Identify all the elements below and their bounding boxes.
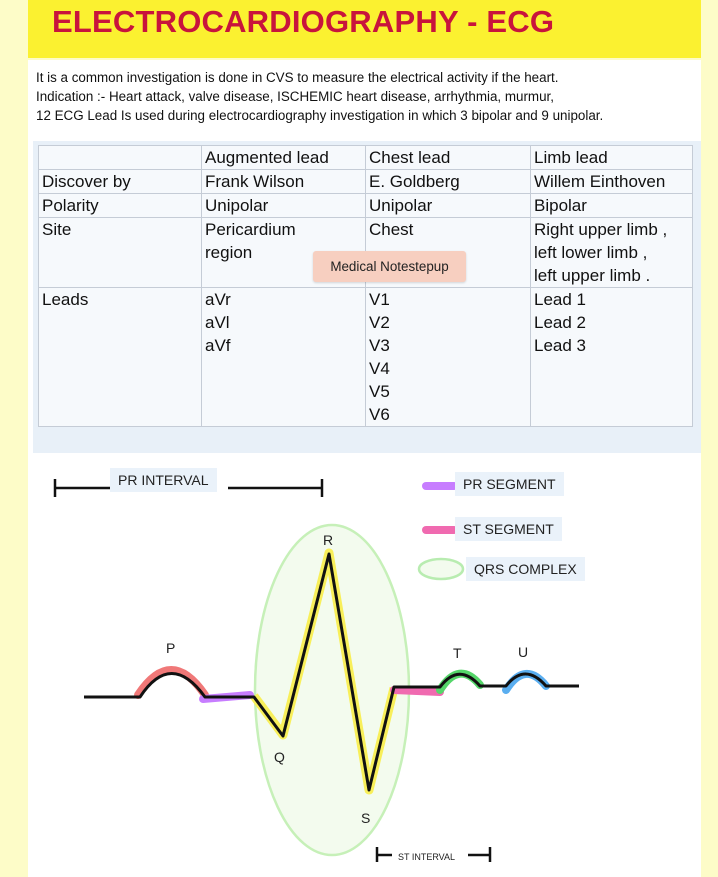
legend-st-segment-label: ST SEGMENT <box>455 517 562 541</box>
u-wave-label: U <box>518 644 529 660</box>
row-label: Site <box>39 218 202 288</box>
row-label: Leads <box>39 288 202 427</box>
row-label: Discover by <box>39 170 202 194</box>
cell-line: Right upper limb , <box>534 220 668 239</box>
cell-line: Chest <box>369 220 414 239</box>
s-wave-label: S <box>361 810 371 826</box>
cell-line: E. Goldberg <box>369 172 460 191</box>
intro-line: 12 ECG Lead Is used during electrocardiography investigation in which 3 bipolar and 9 unipolar. <box>36 108 604 123</box>
t-wave-label: T <box>453 645 462 661</box>
cell-line: V3 <box>369 336 390 355</box>
qrs-complex-swatch <box>419 559 463 579</box>
st-segment-highlight <box>394 690 440 692</box>
cell-line: V6 <box>369 405 390 424</box>
header-cell-augmented: Augmented lead <box>202 146 366 170</box>
legend-qrs-complex-label: QRS COMPLEX <box>466 557 585 581</box>
q-wave-label: Q <box>274 749 285 765</box>
cell-line: Lead 1 <box>534 290 586 309</box>
cell-line: aVf <box>205 336 231 355</box>
cell-line: left upper limb . <box>534 266 651 285</box>
cell-line: Lead 3 <box>534 336 586 355</box>
cell-line: aVr <box>205 290 231 309</box>
watermark-badge: Medical Notestepup <box>313 251 466 282</box>
cell-line: Willem Einthoven <box>534 172 666 191</box>
cell-line: left lower limb , <box>534 243 648 262</box>
cell-line: Bipolar <box>534 196 587 215</box>
cell-line: region <box>205 243 253 262</box>
row-label: Polarity <box>39 194 202 218</box>
header-cell-limb: Limb lead <box>531 146 693 170</box>
p-wave-label: P <box>166 640 176 656</box>
cell-line: V4 <box>369 359 390 378</box>
st-interval-label: ST INTERVAL <box>398 852 456 862</box>
header-cell-chest: Chest lead <box>366 146 531 170</box>
intro-line: Indication :- Heart attack, valve disease, ISCHEMIC heart disease, arrhythmia, murmur, <box>36 89 554 104</box>
cell-line: V1 <box>369 290 390 309</box>
cell-line: Unipolar <box>369 196 433 215</box>
cell-line: Unipolar <box>205 196 269 215</box>
cell-line: V2 <box>369 313 390 332</box>
pr-interval-label: PR INTERVAL <box>110 468 217 492</box>
cell-line: Lead 2 <box>534 313 586 332</box>
cell-line: Pericardium <box>205 220 296 239</box>
cell-line: Frank Wilson <box>205 172 305 191</box>
cell-line: aVl <box>205 313 230 332</box>
r-wave-label: R <box>323 532 334 548</box>
cell-line: V5 <box>369 382 390 401</box>
intro-line: It is a common investigation is done in CVS to measure the electrical activity if the heart. <box>36 70 559 85</box>
legend-pr-segment-label: PR SEGMENT <box>455 472 564 496</box>
page-title: ELECTROCARDIOGRAPHY - ECG <box>52 4 555 39</box>
